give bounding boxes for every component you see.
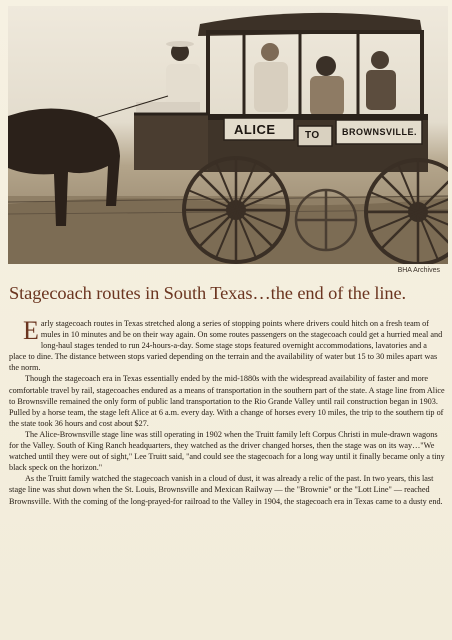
paragraph-1: [9, 318, 445, 373]
front-wheel: [184, 158, 288, 262]
paragraph-1-text: arly stagecoach routes in Texas stretched along a series of stopping points where drivers could hitch on a fresh team of mules in 10 minutes and be on their way again. On some routes passengers on the stagecoach could get a hurried meal and long-haul stages tended to run 24-hours-a-day. Some stage stops featured overnight accommodations, lavatories and a place to dine. The distance between stops varied depending on the terrain and the availability of water but 15 to 30 miles apart was the norm.: [9, 319, 443, 373]
sign-to: TO: [305, 130, 320, 141]
stagecoach-photo: [8, 6, 448, 264]
sign-alice: ALICE: [234, 122, 276, 137]
paragraph-3: The Alice-Brownsville stage line was still operating in 1902 when the Truitt family left Corpus Christi in mule-drawn wagons for the Valley. South of King Ranch headquarters, they watched as the driver changed horses, then the stage was on its way…"We watched until they were out of sight," Lee Truitt said, "and could see the stagecoach for a long way until it finally became only a tiny black speck on the horizon.": [9, 429, 445, 473]
drop-cap: E: [23, 316, 39, 345]
photo-credit: BHA Archives: [397, 267, 440, 274]
paragraph-2: Though the stagecoach era in Texas essentially ended by the mid-1880s with the widespread availability of faster and more comfortable travel by rail, stagecoaches endured as a means of transportation in the southern part of the state. A stage line from Alice to Brownsville remained the only form of public land transportation to the Rio Grande Valley until rail construction began in 1903. Pulled by a horse team, the stage left Alice at 6 a.m. every day. With a change of horses every 10 miles, the trip to the southern tip of the state took 36 hours and cost about $27.: [9, 374, 445, 428]
article-headline: Stagecoach routes in South Texas…the end of the line.: [9, 283, 407, 303]
sign-brownsville: BROWNSVILLE.: [342, 127, 417, 137]
article-body: [9, 318, 445, 507]
paragraph-4: As the Truitt family watched the stagecoach vanish in a cloud of dust, it was already a relic of the past. In two years, this last stage line was shut down when the St. Louis, Brownsville and Mexican Railway — the "Brownie" or the "Lott Line" — reached Brownsville. With the coming of the long-prayed-for railroad to the Valley in 1904, the stagecoach era in Texas came to a dusty end.: [9, 474, 443, 506]
